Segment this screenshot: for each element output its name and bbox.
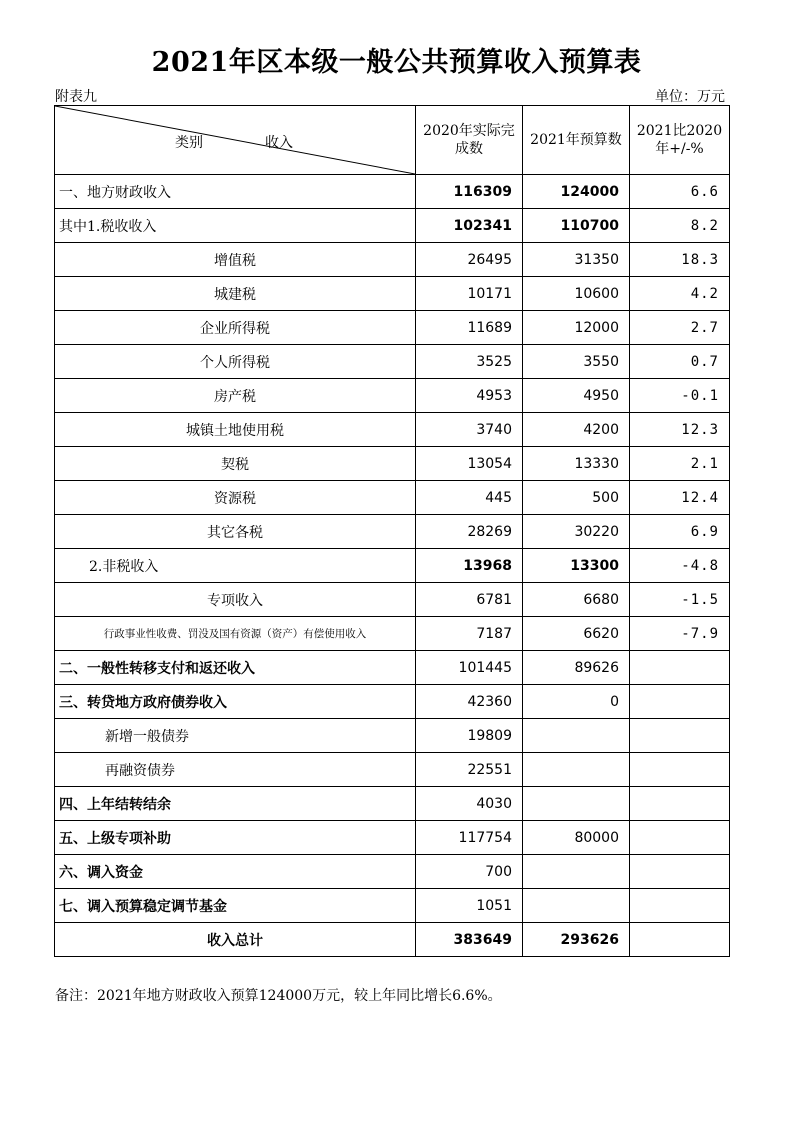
- table-row: [55, 821, 730, 855]
- value-pct: 2.1: [630, 447, 730, 481]
- appendix-label: 附表九: [55, 89, 97, 105]
- value-2021: 10600: [523, 277, 630, 311]
- row-label: 新增一般债券: [55, 719, 416, 753]
- value-2021: 31350: [523, 243, 630, 277]
- value-2021: [523, 719, 630, 753]
- table-row: [55, 651, 730, 685]
- budget-table: [54, 105, 730, 957]
- table-row: [55, 209, 730, 243]
- row-label: 专项收入: [55, 583, 416, 617]
- value-2020: 11689: [416, 311, 523, 345]
- total-2021: 293626: [523, 923, 630, 957]
- value-2020: 4953: [416, 379, 523, 413]
- row-label: 三、转贷地方政府债券收入: [55, 685, 416, 719]
- total-pct: [630, 923, 730, 957]
- value-2021: 3550: [523, 345, 630, 379]
- table-row: [55, 753, 730, 787]
- value-2020: 1051: [416, 889, 523, 923]
- value-pct: [630, 685, 730, 719]
- row-label: 资源税: [55, 481, 416, 515]
- header-category: 类别: [175, 135, 203, 151]
- table-row: [55, 243, 730, 277]
- value-pct: 0.7: [630, 345, 730, 379]
- value-2021: 110700: [523, 209, 630, 243]
- row-label: 六、调入资金: [55, 855, 416, 889]
- value-pct: 8.2: [630, 209, 730, 243]
- value-pct: [630, 651, 730, 685]
- table-row: [55, 855, 730, 889]
- row-label: 七、调入预算稳定调节基金: [55, 889, 416, 923]
- value-2021: 4200: [523, 413, 630, 447]
- value-2020: 13968: [416, 549, 523, 583]
- value-2020: 19809: [416, 719, 523, 753]
- value-2020: 6781: [416, 583, 523, 617]
- value-2021: 12000: [523, 311, 630, 345]
- value-pct: 6.9: [630, 515, 730, 549]
- value-2021: 89626: [523, 651, 630, 685]
- row-label: 一、地方财政收入: [55, 175, 416, 209]
- unit-label: 单位：万元: [655, 89, 725, 105]
- header-income: 收入: [265, 135, 293, 151]
- total-2020: 383649: [416, 923, 523, 957]
- value-2021: [523, 889, 630, 923]
- value-2021: 13300: [523, 549, 630, 583]
- row-label: 增值税: [55, 243, 416, 277]
- value-2020: 42360: [416, 685, 523, 719]
- row-label: 契税: [55, 447, 416, 481]
- value-2020: 22551: [416, 753, 523, 787]
- value-2021: [523, 855, 630, 889]
- value-2021: 6620: [523, 617, 630, 651]
- table-row: [55, 515, 730, 549]
- value-pct: [630, 719, 730, 753]
- value-2020: 10171: [416, 277, 523, 311]
- header-2020-actual: 2020年实际完成数: [416, 106, 523, 175]
- value-pct: [630, 821, 730, 855]
- value-pct: -1.5: [630, 583, 730, 617]
- value-pct: 2.7: [630, 311, 730, 345]
- value-pct: 12.4: [630, 481, 730, 515]
- row-label: 二、一般性转移支付和返还收入: [55, 651, 416, 685]
- value-2021: 6680: [523, 583, 630, 617]
- row-label: 四、上年结转结余: [55, 787, 416, 821]
- value-2021: [523, 753, 630, 787]
- value-2020: 4030: [416, 787, 523, 821]
- value-2021: [523, 787, 630, 821]
- header-change-pct: 2021比2020年+/-%: [630, 106, 730, 175]
- row-label: 个人所得税: [55, 345, 416, 379]
- row-label: 五、上级专项补助: [55, 821, 416, 855]
- table-row: [55, 583, 730, 617]
- table-row: [55, 481, 730, 515]
- table-header-row: [55, 106, 730, 175]
- value-2020: 445: [416, 481, 523, 515]
- row-label: 行政事业性收费、罚没及国有资源（资产）有偿使用收入: [55, 617, 416, 651]
- value-pct: -4.8: [630, 549, 730, 583]
- total-label: 收入总计: [55, 923, 416, 957]
- table-row: [55, 889, 730, 923]
- value-2020: 26495: [416, 243, 523, 277]
- row-label: 企业所得税: [55, 311, 416, 345]
- value-2021: 80000: [523, 821, 630, 855]
- value-2021: 500: [523, 481, 630, 515]
- table-row: [55, 719, 730, 753]
- value-2020: 700: [416, 855, 523, 889]
- value-pct: -0.1: [630, 379, 730, 413]
- row-label: 房产税: [55, 379, 416, 413]
- value-2020: 3740: [416, 413, 523, 447]
- table-row: [55, 175, 730, 209]
- table-row: [55, 685, 730, 719]
- value-pct: [630, 855, 730, 889]
- diagonal-line: [55, 106, 415, 174]
- header-category-cell: [55, 106, 416, 175]
- value-2020: 3525: [416, 345, 523, 379]
- value-2021: 124000: [523, 175, 630, 209]
- table-row: [55, 617, 730, 651]
- row-label: 城建税: [55, 277, 416, 311]
- value-2020: 102341: [416, 209, 523, 243]
- value-pct: [630, 889, 730, 923]
- value-2021: 30220: [523, 515, 630, 549]
- value-2020: 117754: [416, 821, 523, 855]
- table-row: [55, 787, 730, 821]
- table-row: [55, 413, 730, 447]
- value-pct: [630, 753, 730, 787]
- header-2021-budget: 2021年预算数: [523, 106, 630, 175]
- row-label: 2.非税收入: [55, 549, 416, 583]
- row-label: 其中1.税收收入: [55, 209, 416, 243]
- row-label: 城镇土地使用税: [55, 413, 416, 447]
- row-label: 其它各税: [55, 515, 416, 549]
- row-label: 再融资债券: [55, 753, 416, 787]
- table-row: [55, 379, 730, 413]
- value-2021: 0: [523, 685, 630, 719]
- table-row: [55, 311, 730, 345]
- table-row: [55, 277, 730, 311]
- value-2021: 13330: [523, 447, 630, 481]
- value-2020: 116309: [416, 175, 523, 209]
- value-pct: 18.3: [630, 243, 730, 277]
- value-pct: 6.6: [630, 175, 730, 209]
- value-2020: 101445: [416, 651, 523, 685]
- footnote: 备注：2021年地方财政收入预算124000万元，较上年同比增长6.6%。: [55, 988, 502, 1004]
- value-2020: 7187: [416, 617, 523, 651]
- value-pct: [630, 787, 730, 821]
- value-2020: 13054: [416, 447, 523, 481]
- table-row: [55, 549, 730, 583]
- page-title: 2021年区本级一般公共预算收入预算表: [151, 47, 642, 78]
- table-row: [55, 447, 730, 481]
- total-row: [55, 923, 730, 957]
- value-pct: -7.9: [630, 617, 730, 651]
- value-2020: 28269: [416, 515, 523, 549]
- value-2021: 4950: [523, 379, 630, 413]
- value-pct: 12.3: [630, 413, 730, 447]
- table-row: [55, 345, 730, 379]
- value-pct: 4.2: [630, 277, 730, 311]
